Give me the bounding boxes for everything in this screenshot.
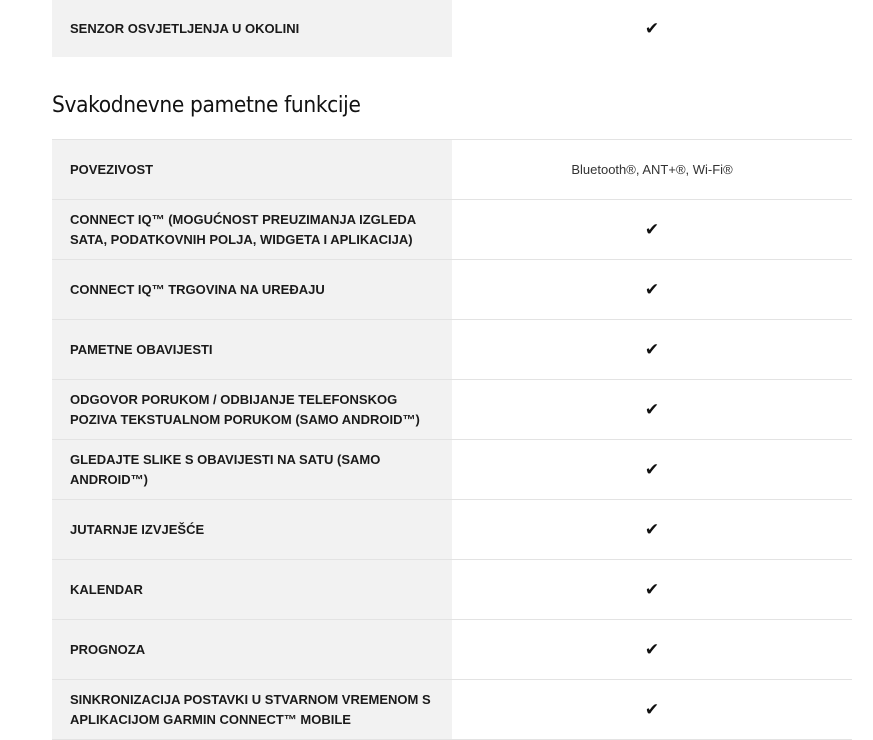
spec-label: SINKRONIZACIJA POSTAVKI U STVARNOM VREMENOM S APLIKACIJOM GARMIN CONNECT™ MOBILE — [52, 680, 452, 740]
spec-label: POVEZIVOST — [52, 140, 452, 200]
checkmark-icon: ✔ — [452, 380, 852, 440]
table-row — [52, 140, 852, 200]
checkmark-icon: ✔ — [452, 260, 852, 320]
spec-label: ODGOVOR PORUKOM / ODBIJANJE TELEFONSKOG POZIVA TEKSTUALNOM PORUKOM (SAMO ANDROID™) — [52, 380, 452, 440]
spec-label: CONNECT IQ™ (MOGUĆNOST PREUZIMANJA IZGLEDA SATA, PODATKOVNIH POLJA, WIDGETA I APLIKACIJA) — [52, 200, 452, 260]
table-row — [52, 200, 852, 260]
spec-label: PAMETNE OBAVIJESTI — [52, 320, 452, 380]
section-title: Svakodnevne pametne funkcije — [52, 93, 361, 118]
checkmark-icon: ✔ — [452, 620, 852, 680]
spec-label: JUTARNJE IZVJEŠĆE — [52, 500, 452, 560]
checkmark-icon: ✔ — [452, 560, 852, 620]
checkmark-icon: ✔ — [452, 500, 852, 560]
table-row — [52, 560, 852, 620]
spec-label: CONNECT IQ™ TRGOVINA NA UREĐAJU — [52, 260, 452, 320]
spec-value: Bluetooth®, ANT+®, Wi-Fi® — [452, 140, 852, 200]
table-row — [52, 380, 852, 440]
smart-features-table — [52, 139, 852, 740]
spec-label: GLEDAJTE SLIKE S OBAVIJESTI NA SATU (SAMO ANDROID™) — [52, 440, 452, 500]
spec-label: PROGNOZA — [52, 620, 452, 680]
checkmark-icon: ✔ — [644, 18, 660, 38]
checkmark-icon: ✔ — [452, 680, 852, 740]
table-row — [52, 620, 852, 680]
table-row — [52, 320, 852, 380]
table-row — [52, 680, 852, 740]
checkmark-icon: ✔ — [452, 320, 852, 380]
spec-label: KALENDAR — [52, 560, 452, 620]
table-row — [52, 260, 852, 320]
spec-row-ambient-light — [52, 0, 852, 57]
checkmark-icon: ✔ — [452, 200, 852, 260]
table-row — [52, 440, 852, 500]
spec-label: SENZOR OSVJETLJENJA U OKOLINI — [52, 0, 452, 57]
checkmark-icon: ✔ — [452, 440, 852, 500]
table-row — [52, 500, 852, 560]
